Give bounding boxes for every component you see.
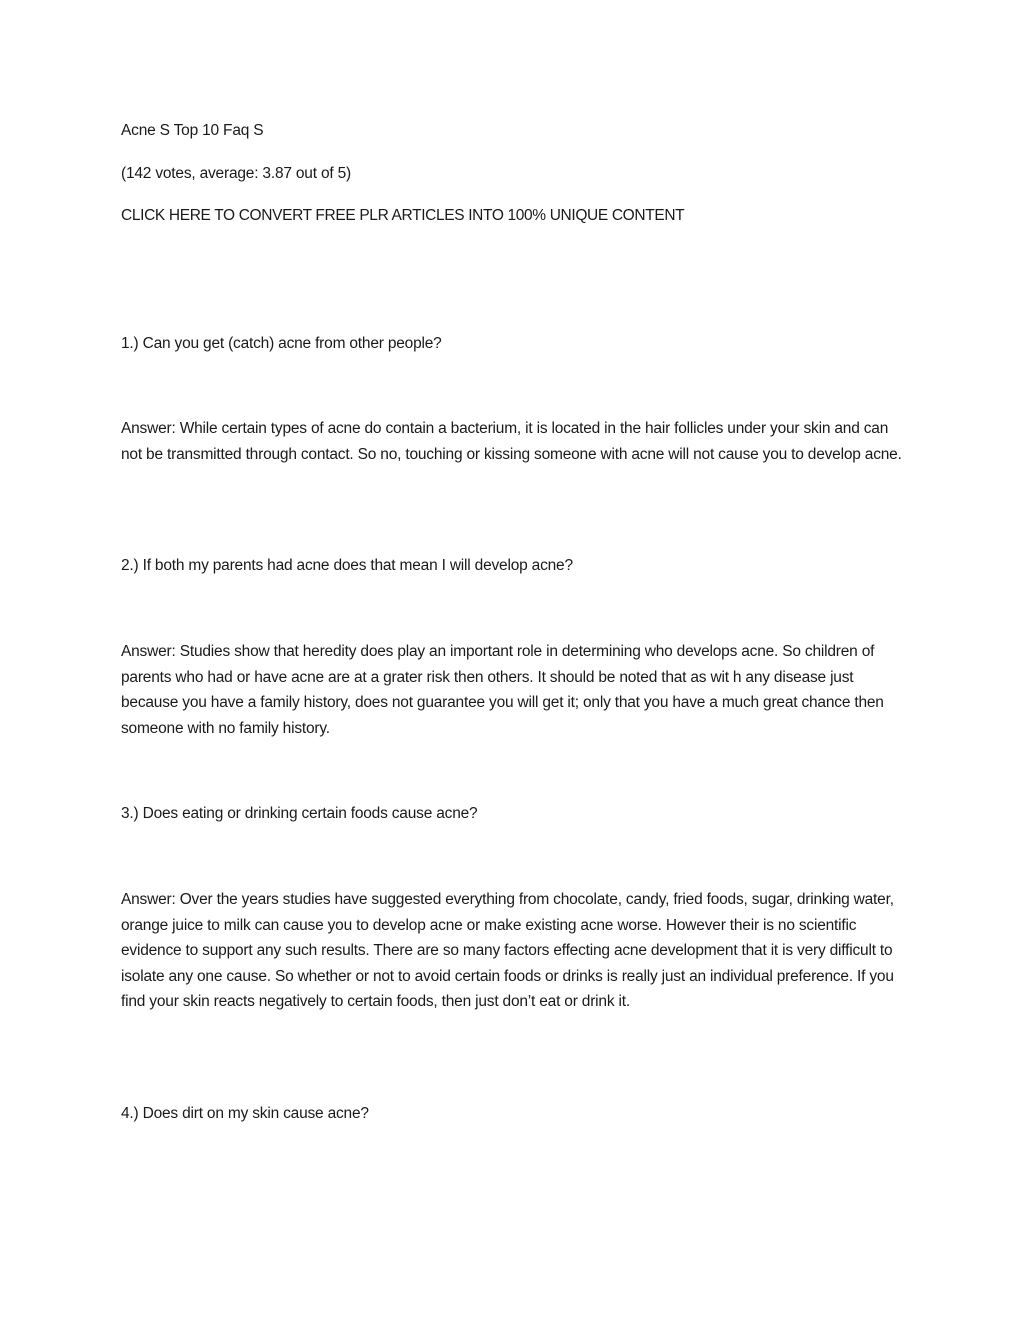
faq-question-2: 2.) If both my parents had acne does that mean I will develop acne? (121, 557, 573, 574)
faq-question-3: 3.) Does eating or drinking certain foods cause acne? (121, 805, 478, 822)
faq-answer-3: Answer: Over the years studies have suggested everything from chocolate, candy, fried foods, sugar, drinking water, orange juice to milk can cause you to develop acne or make existing acne worse. However their is no scientific evidence to support any such results. There are so many factors effecting acne development that it is very difficult to isolate any one cause. So whether or not to avoid certain foods or drinks is really just an individual preference. If you find your skin reacts negatively to certain foods, then just don’t eat or drink it. (121, 891, 894, 1010)
convert-articles-link[interactable]: CLICK HERE TO CONVERT FREE PLR ARTICLES INTO 100% UNIQUE CONTENT (121, 207, 685, 224)
faq-answer-1: Answer: While certain types of acne do contain a bacterium, it is located in the hair follicles under your skin and can not be transmitted through contact. So no, touching or kissing someone with acne will not cause you to develop acne. (121, 420, 902, 463)
faq-question-1: 1.) Can you get (catch) acne from other people? (121, 335, 442, 352)
faq-question-4: 4.) Does dirt on my skin cause acne? (121, 1105, 369, 1122)
faq-answer-2: Answer: Studies show that heredity does play an important role in determining who develops acne. So children of parents who had or have acne are at a grater risk then others. It should be noted that as wit h any disease just because you have a family history, does not guarantee you will get it; only that you have a much great chance then someone with no family history. (121, 643, 884, 737)
rating-text: (142 votes, average: 3.87 out of 5) (121, 165, 351, 182)
document-title: Acne S Top 10 Faq S (121, 122, 264, 139)
